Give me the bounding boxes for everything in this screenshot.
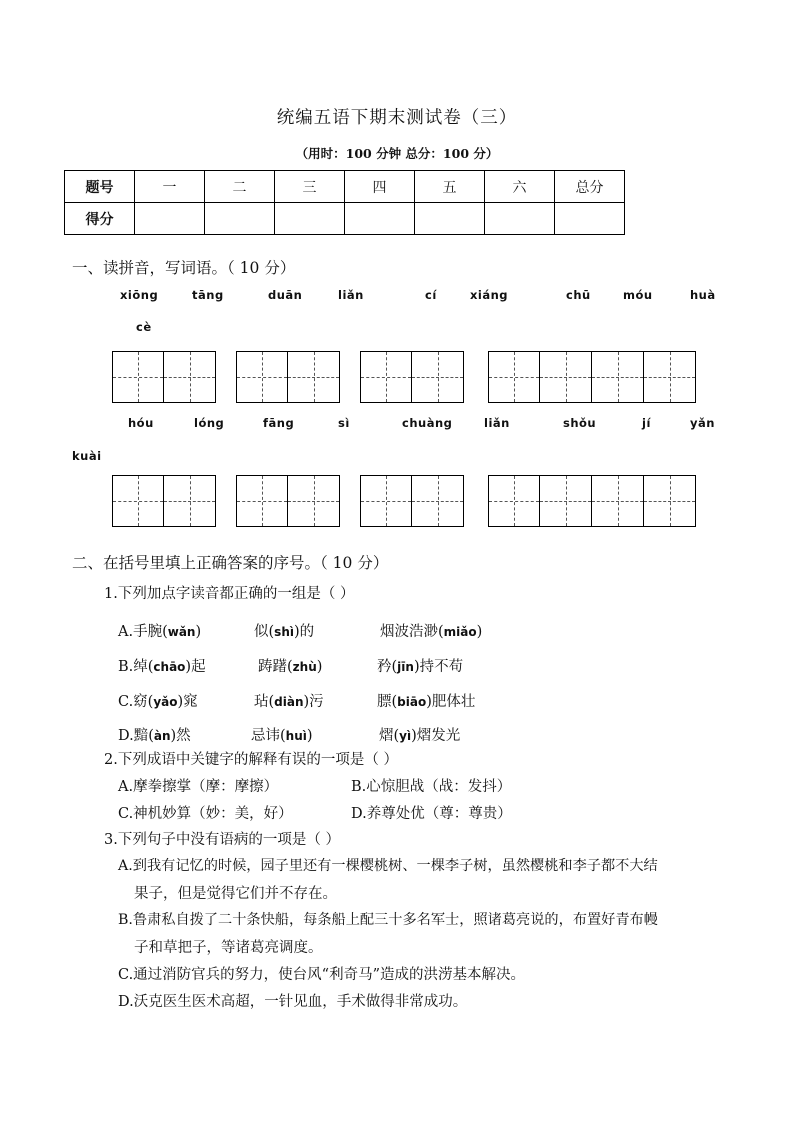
- pinyin-label: hóu: [128, 416, 154, 430]
- score-cell: 四: [345, 171, 415, 203]
- option-text: ): [316, 659, 323, 675]
- tianzige-cell[interactable]: [488, 475, 540, 527]
- option-pinyin: chāo: [153, 660, 186, 674]
- option-text: )窕: [177, 694, 198, 710]
- q1-option-c-part3: [377, 690, 475, 711]
- q1-option-c-part2: [254, 690, 324, 711]
- pinyin-label: liǎn: [338, 288, 364, 302]
- q1-option-c[interactable]: [118, 690, 198, 711]
- q1-option-a-part2: [254, 620, 314, 641]
- tianzige-cell[interactable]: [288, 351, 340, 403]
- option-text: )熠发光: [411, 728, 461, 744]
- option-text: 踌躇(: [258, 659, 293, 675]
- q1-option-a-part3: [380, 620, 482, 641]
- writing-grid-6[interactable]: [236, 475, 340, 527]
- option-text: )然: [170, 728, 191, 744]
- score-input-cell[interactable]: [135, 203, 205, 235]
- tianzige-cell[interactable]: [592, 475, 644, 527]
- tianzige-cell[interactable]: [412, 351, 464, 403]
- q3-option-a-cont: 果子，但是觉得它们并不存在。: [134, 886, 337, 902]
- pinyin-label: chū: [566, 288, 591, 302]
- tianzige-cell[interactable]: [236, 351, 288, 403]
- score-input-cell[interactable]: [485, 203, 555, 235]
- option-pinyin: jīn: [397, 660, 414, 674]
- score-input-cell[interactable]: [415, 203, 485, 235]
- option-text: 膘(: [377, 694, 398, 710]
- q1-option-b-part3: [377, 655, 463, 676]
- option-text: ): [306, 728, 313, 744]
- option-pinyin: biāo: [397, 695, 427, 709]
- option-text: ): [476, 624, 483, 640]
- pinyin-label: fāng: [263, 416, 295, 430]
- q1-option-d-part2: [251, 724, 313, 745]
- writing-grid-4[interactable]: [488, 351, 696, 403]
- option-text: ): [195, 624, 202, 640]
- q2-option-a[interactable]: A.摩拳擦掌（摩：摩擦）: [118, 779, 279, 795]
- q2-option-c[interactable]: C.神机妙算（妙：美，好）: [118, 806, 293, 822]
- option-pinyin: zhù: [292, 660, 317, 674]
- tianzige-cell[interactable]: [164, 351, 216, 403]
- option-text: )的: [293, 624, 315, 640]
- tianzige-cell[interactable]: [360, 475, 412, 527]
- option-text: )持不苟: [413, 659, 464, 675]
- q3-option-b-cont: 子和草把子，等诸葛亮调度。: [134, 940, 323, 956]
- option-pinyin: àn: [153, 729, 171, 743]
- score-table: [64, 170, 625, 235]
- pinyin-label: kuài: [72, 449, 102, 463]
- tianzige-cell[interactable]: [360, 351, 412, 403]
- tianzige-cell[interactable]: [488, 351, 540, 403]
- option-pinyin: yǎo: [153, 695, 178, 709]
- pinyin-label: cí: [425, 288, 437, 302]
- question-3-stem: 3.下列句子中没有语病的一项是（ ）: [104, 832, 340, 848]
- writing-grid-2[interactable]: [236, 351, 340, 403]
- tianzige-cell[interactable]: [112, 475, 164, 527]
- score-cell: 三: [275, 171, 345, 203]
- option-text: )污: [303, 694, 324, 710]
- option-pinyin: miǎo: [443, 625, 477, 639]
- writing-grid-5[interactable]: [112, 475, 216, 527]
- pinyin-label: jí: [642, 416, 651, 430]
- pinyin-label: shǒu: [563, 416, 597, 430]
- option-text: 熠(: [379, 728, 400, 744]
- tianzige-cell[interactable]: [644, 351, 696, 403]
- pinyin-label: xiáng: [470, 288, 509, 302]
- tianzige-cell[interactable]: [540, 351, 592, 403]
- writing-grid-1[interactable]: [112, 351, 216, 403]
- pinyin-label: yǎn: [690, 416, 715, 430]
- tianzige-cell[interactable]: [288, 475, 340, 527]
- writing-grid-8[interactable]: [488, 475, 696, 527]
- score-input-cell[interactable]: [275, 203, 345, 235]
- option-pinyin: wǎn: [167, 625, 196, 639]
- score-cell: 二: [205, 171, 275, 203]
- pinyin-label: cè: [136, 320, 152, 334]
- pinyin-label: liǎn: [484, 416, 510, 430]
- section-1-heading: 一、读拼音，写词语。（ 10 分）: [72, 259, 296, 277]
- score-table-score-row: [65, 203, 625, 235]
- q3-option-c[interactable]: C.通过消防官兵的努力，使台风“利奇马”造成的洪涝基本解决。: [118, 967, 526, 983]
- q1-option-b-part2: [258, 655, 322, 676]
- score-cell: 题号: [65, 171, 135, 203]
- q1-option-a[interactable]: [118, 620, 201, 641]
- tianzige-cell[interactable]: [644, 475, 696, 527]
- page-title: 统编五语下期末测试卷（三）: [276, 108, 518, 128]
- score-cell: 五: [415, 171, 485, 203]
- option-pinyin: yì: [399, 729, 412, 743]
- option-text: 似(: [254, 624, 275, 640]
- option-text: C.窈(: [118, 694, 154, 710]
- writing-grid-3[interactable]: [360, 351, 464, 403]
- tianzige-cell[interactable]: [112, 351, 164, 403]
- q2-option-b[interactable]: B.心惊胆战（战：发抖）: [351, 779, 512, 795]
- score-cell: 总分: [555, 171, 625, 203]
- writing-grid-7[interactable]: [360, 475, 464, 527]
- q1-option-d[interactable]: [118, 724, 191, 745]
- q1-option-d-part3: [379, 724, 460, 745]
- pinyin-label: duān: [268, 288, 303, 302]
- option-text: 忌讳(: [251, 728, 286, 744]
- pinyin-label: sì: [338, 416, 350, 430]
- pinyin-label: tāng: [192, 288, 224, 302]
- option-text: 矜(: [377, 659, 398, 675]
- tianzige-cell[interactable]: [236, 475, 288, 527]
- pinyin-label: chuàng: [402, 416, 453, 430]
- option-text: )起: [185, 659, 206, 675]
- option-pinyin: shì: [274, 625, 294, 639]
- option-text: B.绰(: [118, 659, 154, 675]
- q3-option-b[interactable]: B.鲁肃私自拨了二十条快船，每条船上配三十多名军士，照诸葛亮说的，布置好青布幔: [118, 912, 658, 928]
- option-text: )肥体壮: [426, 694, 476, 710]
- score-input-cell[interactable]: [555, 203, 625, 235]
- score-cell: 一: [135, 171, 205, 203]
- q2-option-d[interactable]: D.养尊处优（尊：尊贵）: [351, 806, 512, 822]
- option-text: A.手腕(: [118, 624, 168, 640]
- option-text: 玷(: [254, 694, 275, 710]
- pinyin-label: móu: [623, 288, 653, 302]
- option-text: D.黯(: [118, 728, 154, 744]
- pinyin-label: huà: [690, 288, 716, 302]
- question-1-stem: 1.下列加点字读音都正确的一组是（ ）: [104, 586, 355, 602]
- option-text: 烟波浩渺(: [380, 624, 444, 640]
- q3-option-a[interactable]: A.到我有记忆的时候，园子里还有一棵樱桃树、一棵李子树，虽然樱桃和李子都不大结: [118, 858, 658, 874]
- q1-option-b[interactable]: [118, 655, 206, 676]
- tianzige-cell[interactable]: [540, 475, 592, 527]
- score-input-cell[interactable]: [345, 203, 415, 235]
- tianzige-cell[interactable]: [412, 475, 464, 527]
- option-pinyin: diàn: [274, 695, 304, 709]
- score-cell: 得分: [65, 203, 135, 235]
- section-2-heading: 二、在括号里填上正确答案的序号。（ 10 分）: [72, 554, 389, 572]
- q3-option-d[interactable]: D.沃克医生医术高超，一针见血，手术做得非常成功。: [118, 994, 468, 1010]
- question-2-stem: 2.下列成语中关键字的解释有误的一项是（ ）: [104, 752, 398, 768]
- score-table-header-row: [65, 171, 625, 203]
- score-input-cell[interactable]: [205, 203, 275, 235]
- page-subtitle: （用时：100 分钟 总分：100 分）: [295, 146, 499, 161]
- pinyin-label: xiōng: [120, 288, 159, 302]
- tianzige-cell[interactable]: [592, 351, 644, 403]
- score-cell: 六: [485, 171, 555, 203]
- pinyin-label: lóng: [194, 416, 225, 430]
- option-pinyin: huì: [285, 729, 307, 743]
- tianzige-cell[interactable]: [164, 475, 216, 527]
